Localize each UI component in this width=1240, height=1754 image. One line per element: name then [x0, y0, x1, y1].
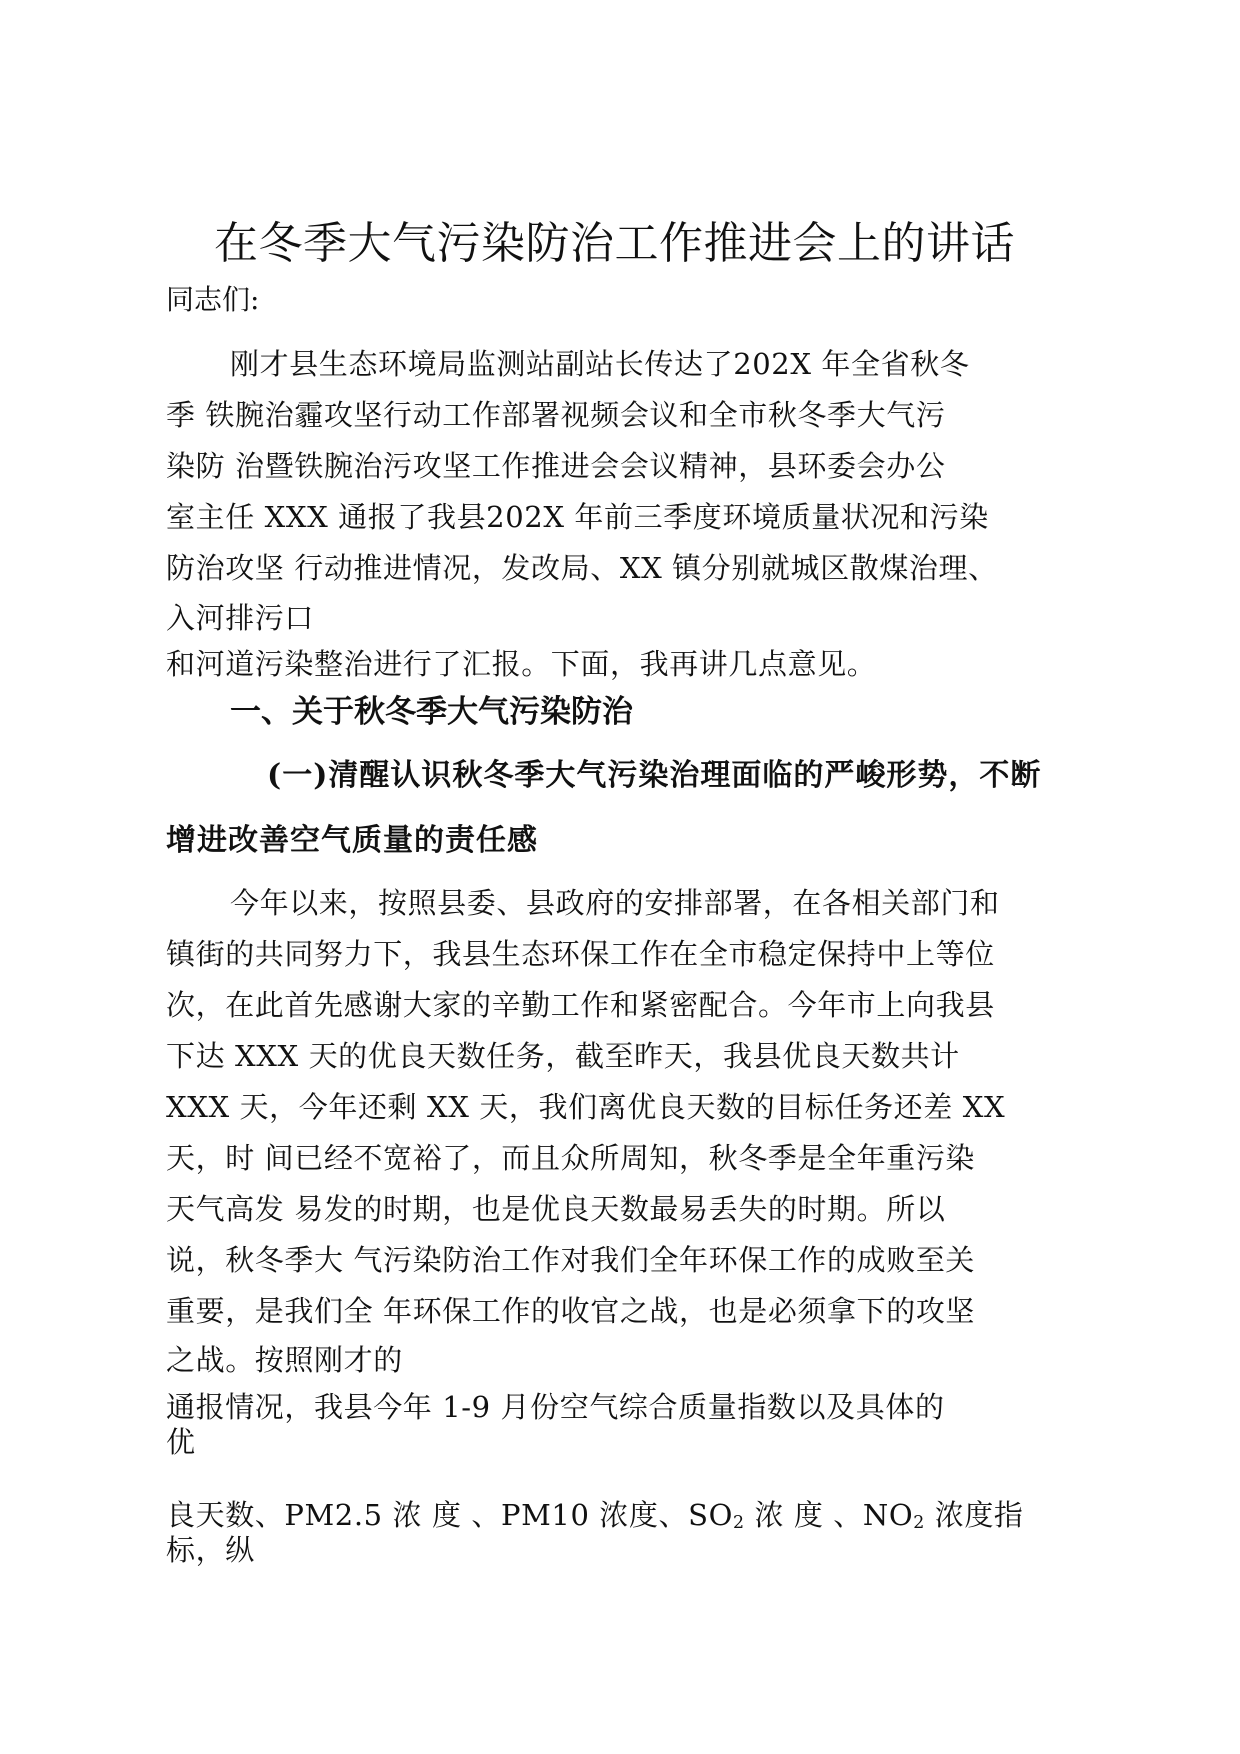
paragraph-line: 次，在此首先感谢大家的辛勤工作和紧密配合。今年市上向我县 [166, 988, 995, 1022]
paragraph-line: 室主任 XXX 通报了我县202X 年前三季度环境质量状况和污染 [166, 500, 989, 534]
salutation: 同志们: [166, 283, 260, 316]
paragraph-line: 天，时 间已经不宽裕了，而且众所周知，秋冬季是全年重污染 [166, 1141, 976, 1175]
paragraph-line: 入河排污口 [166, 601, 315, 635]
text-segment: 良天数、PM2.5 浓 度 、PM10 浓度、SO [166, 1498, 733, 1532]
paragraph-line: 之战。按照刚才的 [166, 1343, 403, 1377]
paragraph-line: 标，纵 [166, 1533, 255, 1567]
subscript: 2 [913, 1513, 925, 1533]
paragraph-line: 重要，是我们全 年环保工作的收官之战，也是必须拿下的攻坚 [166, 1294, 976, 1328]
document-title: 在冬季大气污染防治工作推进会上的讲话 [214, 218, 1015, 269]
paragraph-line: 季 铁腕治霾攻坚行动工作部署视频会议和全市秋冬季大气污 [166, 398, 946, 432]
text-segment: 浓度指 [924, 1498, 1024, 1532]
paragraph-line: 染防 治暨铁腕治污攻坚工作推进会会议精神，县环委会办公 [166, 449, 946, 483]
subscript: 2 [732, 1513, 745, 1533]
paragraph-line: 镇街的共同努力下，我县生态环保工作在全市稳定保持中上等位 [166, 937, 995, 971]
subsection-heading-line: 增进改善空气质量的责任感 [166, 823, 538, 858]
section-heading: 一、关于秋冬季大气污染防治 [230, 694, 633, 730]
paragraph-line: 天气高发 易发的时期，也是优良天数最易丢失的时期。所以 [166, 1192, 946, 1226]
paragraph-line: 刚才县生态环境局监测站副站长传达了202X 年全省秋冬 [230, 347, 970, 381]
text-segment: 浓 度 、NO [744, 1498, 914, 1532]
paragraph-line: 说，秋冬季大 气污染防治工作对我们全年环保工作的成败至关 [166, 1243, 976, 1277]
subsection-heading-line: (一)清醒认识秋冬季大气污染治理面临的严峻形势，不断 [267, 758, 1042, 793]
paragraph-line: 下达 XXX 天的优良天数任务，截至昨天，我县优良天数共计 [166, 1039, 960, 1073]
paragraph-line-with-subscripts [166, 1498, 1024, 1534]
paragraph-line: 通报情况，我县今年 1-9 月份空气综合质量指数以及具体的 [166, 1390, 945, 1424]
paragraph-line: 防治攻坚 行动推进情况，发改局、XX 镇分别就城区散煤治理、 [166, 551, 998, 585]
paragraph-line: 优 [166, 1425, 196, 1459]
paragraph-line: 和河道污染整治进行了汇报。下面，我再讲几点意见。 [166, 647, 877, 681]
paragraph-line: 今年以来，按照县委、县政府的安排部署，在各相关部门和 [230, 886, 1000, 920]
paragraph-line: XXX 天，今年还剩 XX 天，我们离优良天数的目标任务还差 XX [166, 1090, 1006, 1124]
